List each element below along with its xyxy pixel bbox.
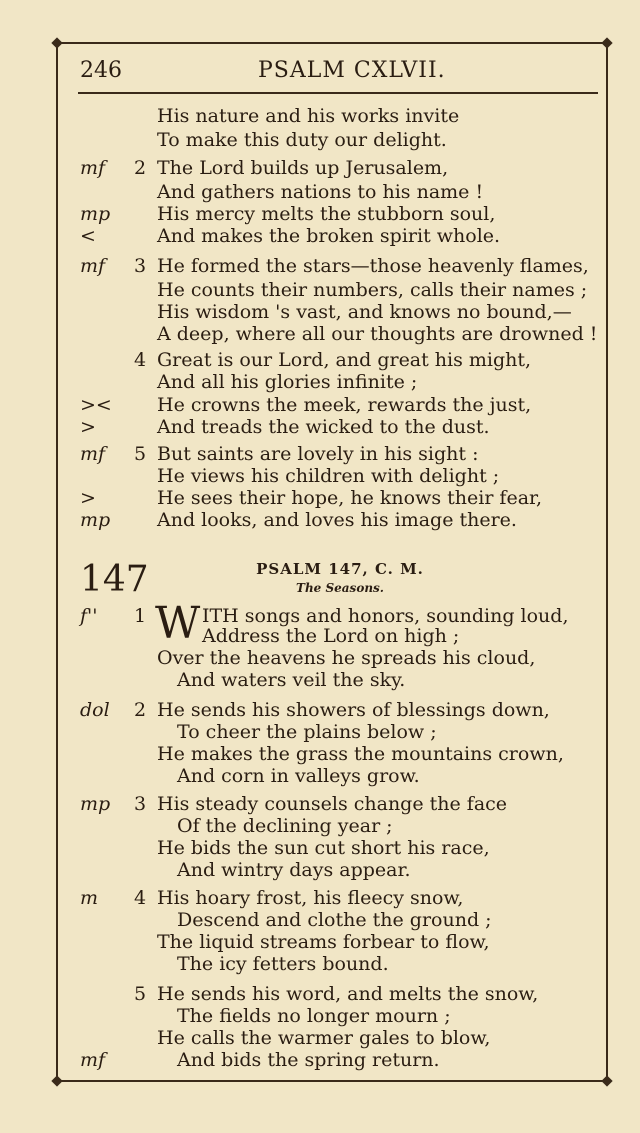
drop-cap: W [155, 598, 201, 649]
verse-line [0, 792, 640, 816]
verse-line [0, 202, 640, 226]
verse-line [0, 278, 640, 302]
verse-line [0, 668, 640, 692]
verse-line [0, 224, 640, 248]
dynamic-mark: > [80, 416, 96, 438]
verse-text: He calls the warmer gales to blow, [157, 1027, 491, 1049]
verse-text: And gathers nations to his name ! [157, 181, 484, 203]
corner-ornament [51, 37, 62, 48]
verse-line [0, 908, 640, 932]
stanza-number: 1 [134, 605, 147, 627]
verse-text: And waters veil the sky. [177, 669, 406, 691]
verse-text: Over the heavens he spreads his cloud, [157, 647, 536, 669]
verse-line [0, 930, 640, 954]
verse-text: And all his glories infinite ; [157, 371, 418, 393]
verse-line [0, 646, 640, 670]
verse-text: His hoary frost, his fleecy snow, [157, 887, 464, 909]
verse-text: The liquid streams forbear to flow, [157, 931, 490, 953]
verse-line [0, 1026, 640, 1050]
verse-text: Descend and clothe the ground ; [177, 909, 492, 931]
verse-line [0, 624, 640, 648]
verse-text: To make this duty our delight. [157, 129, 447, 151]
dynamic-mark: mp [80, 793, 111, 815]
corner-ornament [601, 1075, 612, 1086]
verse-line [0, 486, 640, 510]
verse-text: He crowns the meek, rewards the just, [157, 394, 532, 416]
verse-line [0, 1048, 640, 1072]
verse-line [0, 322, 640, 346]
verse-line [0, 464, 640, 488]
verse-text: To cheer the plains below ; [177, 721, 437, 743]
stanza-number: 3 [134, 255, 147, 277]
verse-text: And makes the broken spirit whole. [157, 225, 501, 247]
verse-text: The Lord builds up Jerusalem, [157, 157, 449, 179]
verse-line [0, 300, 640, 324]
verse-line [0, 393, 640, 417]
dynamic-mark: mp [80, 509, 111, 531]
verse-text: His wisdom 's vast, and knows no bound,— [157, 301, 572, 323]
verse-line [0, 370, 640, 394]
verse-text: Great is our Lord, and great his might, [157, 349, 532, 371]
verse-text: And bids the spring return. [177, 1049, 440, 1071]
verse-line [0, 952, 640, 976]
stanza-number: 2 [134, 157, 147, 179]
stanza-number: 5 [134, 443, 147, 465]
verse-text: The icy fetters bound. [177, 953, 389, 975]
verse-text: He views his children with delight ; [157, 465, 500, 487]
header-rule [78, 92, 598, 94]
stanza-number: 5 [134, 983, 147, 1005]
dynamic-mark: > [80, 487, 96, 509]
corner-ornament [601, 37, 612, 48]
dynamic-mark: mf [80, 443, 106, 465]
verse-line [0, 720, 640, 744]
verse-text: He makes the grass the mountains crown, [157, 743, 564, 765]
verse-line [0, 698, 640, 722]
verse-text: His nature and his works invite [157, 105, 460, 127]
verse-line [0, 128, 640, 152]
verse-line [0, 348, 640, 372]
verse-line [0, 982, 640, 1006]
dynamic-mark: mf [80, 1049, 106, 1071]
dynamic-mark: mf [80, 157, 106, 179]
verse-line [0, 442, 640, 466]
verse-line [0, 764, 640, 788]
verse-line [0, 254, 640, 278]
first-line-text: ITH songs and honors, sounding loud, [202, 605, 569, 627]
verse-text: His steady counsels change the face [157, 793, 508, 815]
verse-line [0, 814, 640, 838]
dynamic-mark: f'' [80, 605, 98, 627]
verse-line [0, 858, 640, 882]
verse-line [0, 886, 640, 910]
verse-line [0, 415, 640, 439]
psalm-subtitle: The Seasons. [296, 581, 384, 595]
hymn-number: 147 [80, 559, 149, 600]
dynamic-mark: mp [80, 203, 111, 225]
verse-line [0, 1004, 640, 1028]
stanza-number: 2 [134, 699, 147, 721]
running-title: PSALM CXLVII. [258, 58, 446, 83]
page-number: 246 [80, 58, 122, 83]
verse-line [0, 508, 640, 532]
psalm-title: PSALM 147, C. M. [256, 560, 424, 578]
verse-text: But saints are lovely in his sight : [157, 443, 479, 465]
dynamic-mark: dol [80, 699, 110, 721]
verse-line [0, 742, 640, 766]
dynamic-mark: m [80, 887, 99, 909]
verse-text: He bids the sun cut short his race, [157, 837, 490, 859]
bottom-border-rule [56, 1080, 608, 1082]
verse-text: And treads the wicked to the dust. [157, 416, 490, 438]
verse-line [0, 836, 640, 860]
stanza-number: 4 [134, 887, 147, 909]
verse-text: And wintry days appear. [177, 859, 411, 881]
verse-text: He counts their numbers, calls their names ; [157, 279, 588, 301]
verse-text: His mercy melts the stubborn soul, [157, 203, 496, 225]
verse-text: He formed the stars—those heavenly flames, [157, 255, 589, 277]
verse-text: And looks, and loves his image there. [157, 509, 517, 531]
verse-text: He sends his showers of blessings down, [157, 699, 550, 721]
dynamic-mark: < [80, 225, 96, 247]
verse-line [0, 180, 640, 204]
verse-line [0, 104, 640, 128]
verse-line [0, 156, 640, 180]
verse-text: He sees their hope, he knows their fear, [157, 487, 543, 509]
dynamic-mark: >< [80, 394, 112, 416]
verse-text: He sends his word, and melts the snow, [157, 983, 539, 1005]
verse-text: Of the declining year ; [177, 815, 393, 837]
verse-text: Address the Lord on high ; [202, 625, 460, 647]
top-border-rule [56, 42, 608, 44]
verse-text: The fields no longer mourn ; [177, 1005, 451, 1027]
stanza-number: 3 [134, 793, 147, 815]
verse-text: And corn in valleys grow. [177, 765, 420, 787]
dynamic-mark: mf [80, 255, 106, 277]
verse-text: A deep, where all our thoughts are drowned ! [157, 323, 598, 345]
stanza-number: 4 [134, 349, 147, 371]
corner-ornament [51, 1075, 62, 1086]
